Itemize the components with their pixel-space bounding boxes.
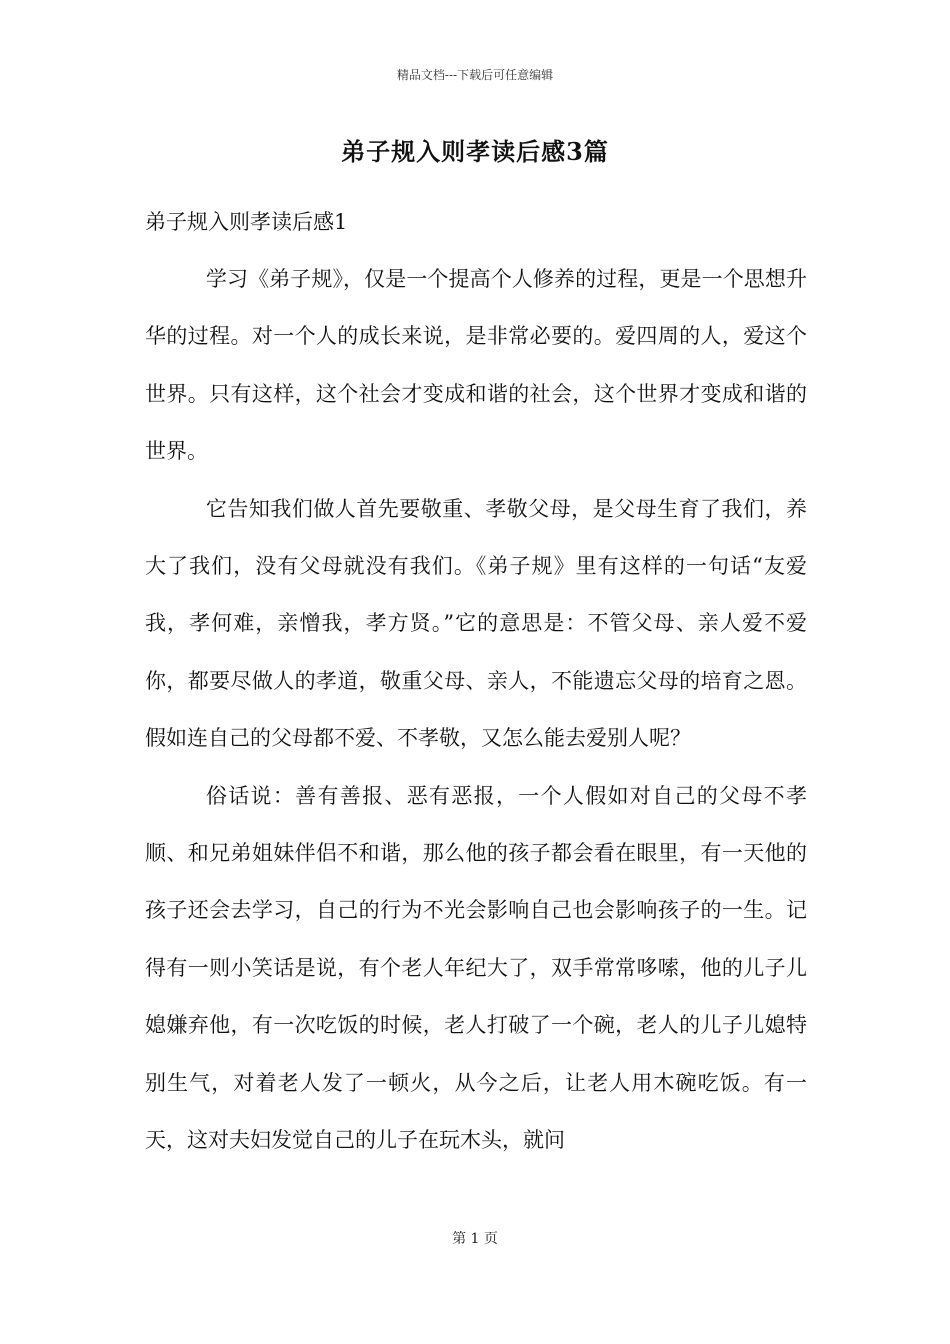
section-heading: 弟子规入则孝读后感1 <box>145 210 348 234</box>
header-note: 精品文档---下载后可任意编辑 <box>396 68 554 82</box>
page-number: 第 1 页 <box>452 1231 498 1247</box>
body-text <box>145 251 807 1170</box>
paragraph-1: 学习《弟子规》，仅是一个提高个人修养的过程，更是一个思想升华的过程。对一个人的成长来说，是非常必要的。爱四周的人，爱这个世界。只有这样，这个社会才变成和谐的社会，这个世界才变成和谐的世界。 <box>145 267 807 464</box>
document-title: 弟子规入则孝读后感3篇 <box>341 137 609 166</box>
paragraph-2: 它告知我们做人首先要敬重、孝敬父母，是父母生育了我们，养大了我们，没有父母就没有我们。《弟子规》里有这样的一句话“友爱我，孝何难，亲憎我，孝方贤。”它的意思是：不管父母、亲人爱不爱你，都要尽做人的孝道，敬重父母、亲人，不能遗忘父母的培育之恩。假如连自己的父母都不爱、不孝敬，又怎么能去爱别人呢？ <box>145 496 807 751</box>
paragraph-3: 俗话说：善有善报、恶有恶报，一个人假如对自己的父母不孝顺、和兄弟姐妹伴侣不和谐，那么他的孩子都会看在眼里，有一天他的孩子还会去学习，自己的行为不光会影响自己也会影响孩子的一生。记得有一则小笑话是说，有个老人年纪大了，双手常常哆嗦，他的儿子儿媳嫌弃他，有一次吃饭的时候，老人打破了一个碗，老人的儿子儿媳特别生气，对着老人发了一顿火，从今之后，让老人用木碗吃饭。有一天，这对夫妇发觉自己的儿子在玩木头，就问 <box>145 783 807 1153</box>
